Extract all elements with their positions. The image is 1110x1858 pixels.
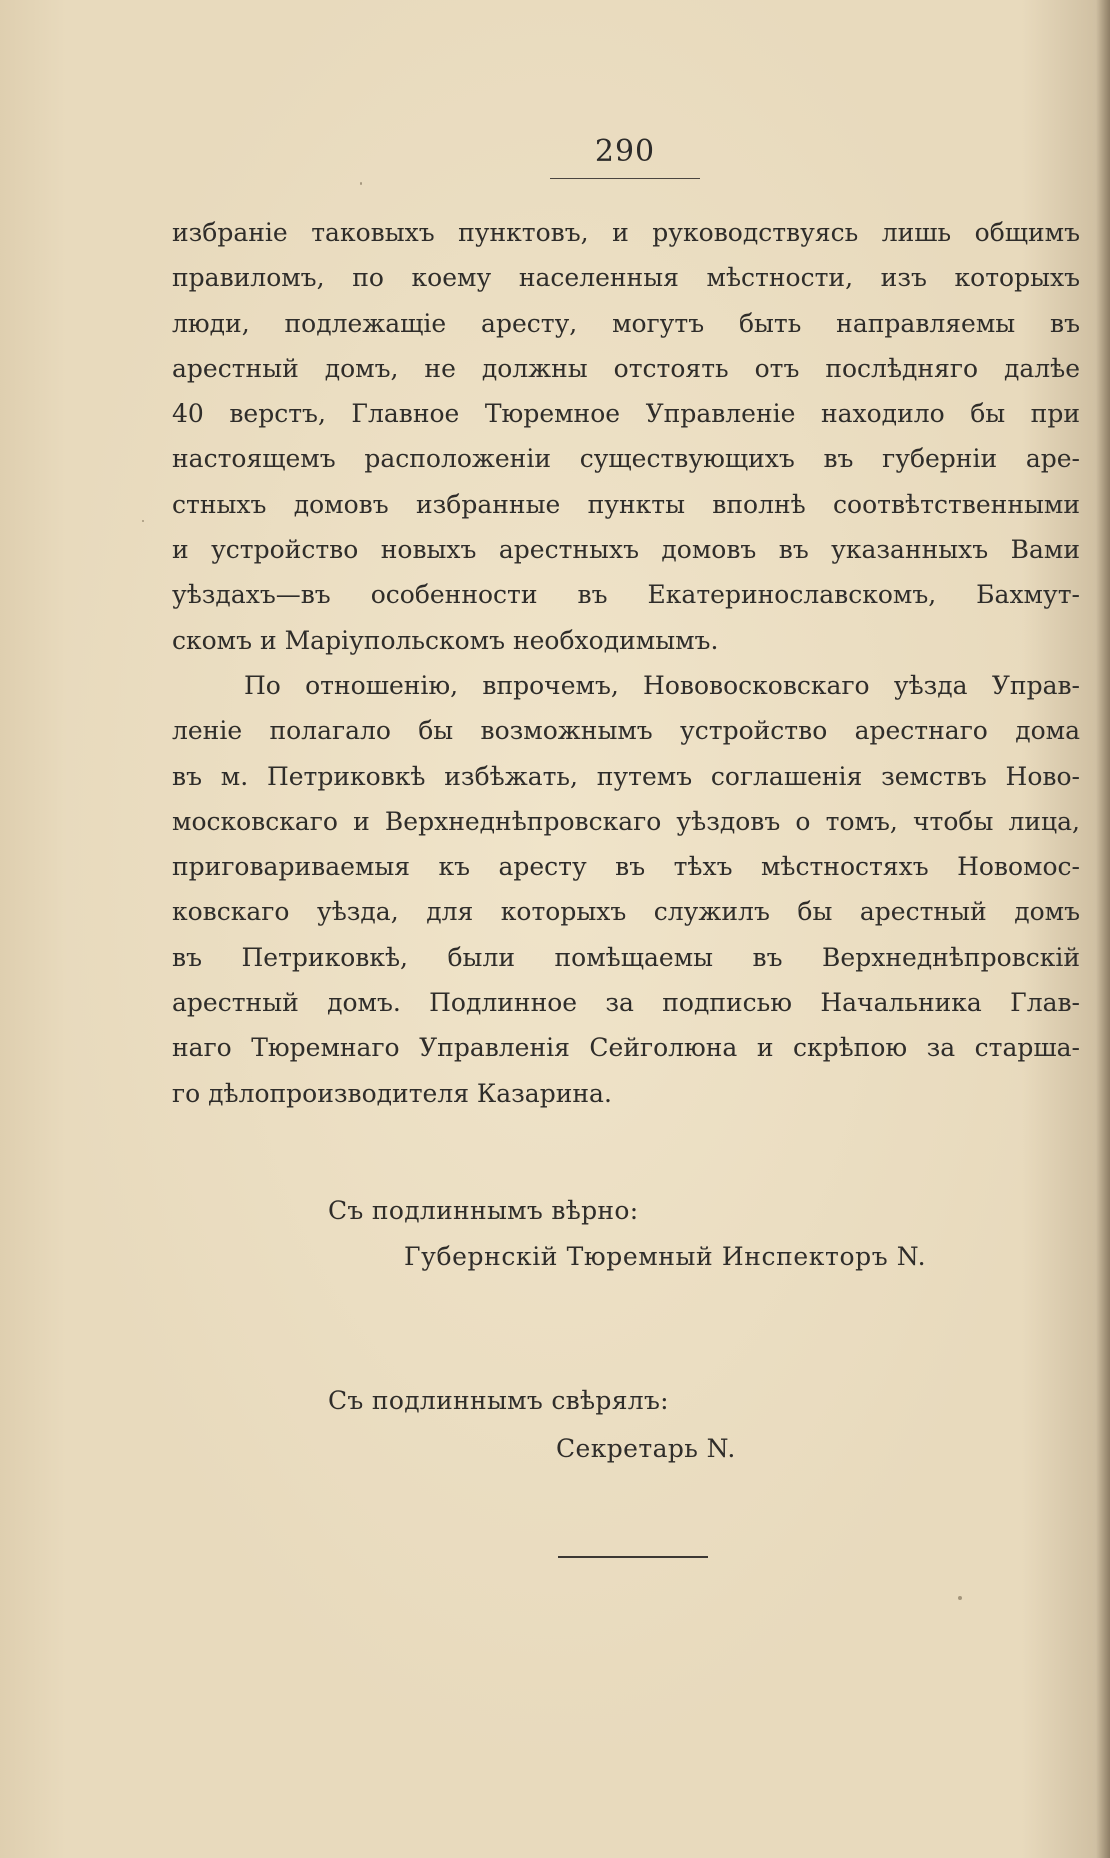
text-line: избраніе таковыхъ пунктовъ, и руководствуясь лишь общимъ	[172, 218, 1080, 247]
text-line: въ м. Петриковкѣ избѣжать, путемъ соглашенія земствъ Ново-	[172, 761, 1080, 791]
certification-1-heading: Съ подлиннымъ вѣрно:	[328, 1196, 639, 1225]
text-line: 40 верстъ, Главное Тюремное Управленіе находило бы при	[172, 399, 1080, 429]
paper-speck	[142, 520, 144, 522]
text-line: стныхъ домовъ избранные пункты вполнѣ соотвѣтственными	[172, 489, 1080, 519]
certification-2-heading: Съ подлиннымъ свѣрялъ:	[328, 1386, 669, 1415]
paper-speck	[360, 182, 362, 185]
closing-rule	[558, 1556, 708, 1558]
text-line: настоящемъ расположеніи существующихъ въ губерніи аре-	[172, 444, 1080, 474]
certification-1-signatory: Губернскій Тюремный Инспекторъ N.	[404, 1242, 927, 1271]
text-line: ковскаго уѣзда, для которыхъ служилъ бы арестный домъ	[172, 897, 1080, 927]
certification-2-signatory: Секретарь N.	[556, 1434, 736, 1463]
text-line: По отношенію, впрочемъ, Нововосковскаго уѣзда Управ-	[244, 670, 1080, 700]
text-line: въ Петриковкѣ, были помѣщаемы въ Верхнеднѣпровскій	[172, 942, 1080, 972]
text-line: приговариваемыя къ аресту въ тѣхъ мѣстностяхъ Новомос-	[172, 852, 1080, 882]
text-line: наго Тюремнаго Управленія Сейголюна и скрѣпою за старша-	[172, 1033, 1080, 1063]
text-line: люди, подлежащіе аресту, могутъ быть направляемы въ	[172, 308, 1080, 338]
text-line: московскаго и Верхнеднѣпровскаго уѣздовъ о томъ, чтобы лица,	[172, 806, 1080, 836]
text-line: го дѣлопроизводителя Казарина.	[172, 1078, 612, 1108]
text-line: правиломъ, по коему населенныя мѣстности, изъ которыхъ	[172, 263, 1080, 293]
text-line: скомъ и Маріупольскомъ необходимымъ.	[172, 625, 719, 655]
text-line: леніе полагало бы возможнымъ устройство арестнаго дома	[172, 716, 1080, 746]
paper-speck	[958, 1596, 962, 1600]
text-line: арестный домъ, не должны отстоять отъ послѣдняго далѣе	[172, 353, 1080, 383]
text-line: арестный домъ. Подлинное за подписью Начальника Глав-	[172, 988, 1080, 1018]
text-line: и устройство новыхъ арестныхъ домовъ въ указанныхъ Вами	[172, 535, 1080, 565]
page-edge-shadow	[1096, 0, 1110, 1858]
page-number-rule	[550, 178, 700, 179]
body-text	[172, 210, 1080, 1116]
page-number: 290	[594, 134, 656, 169]
text-line: уѣздахъ—въ особенности въ Екатеринославскомъ, Бахмут-	[172, 580, 1080, 610]
